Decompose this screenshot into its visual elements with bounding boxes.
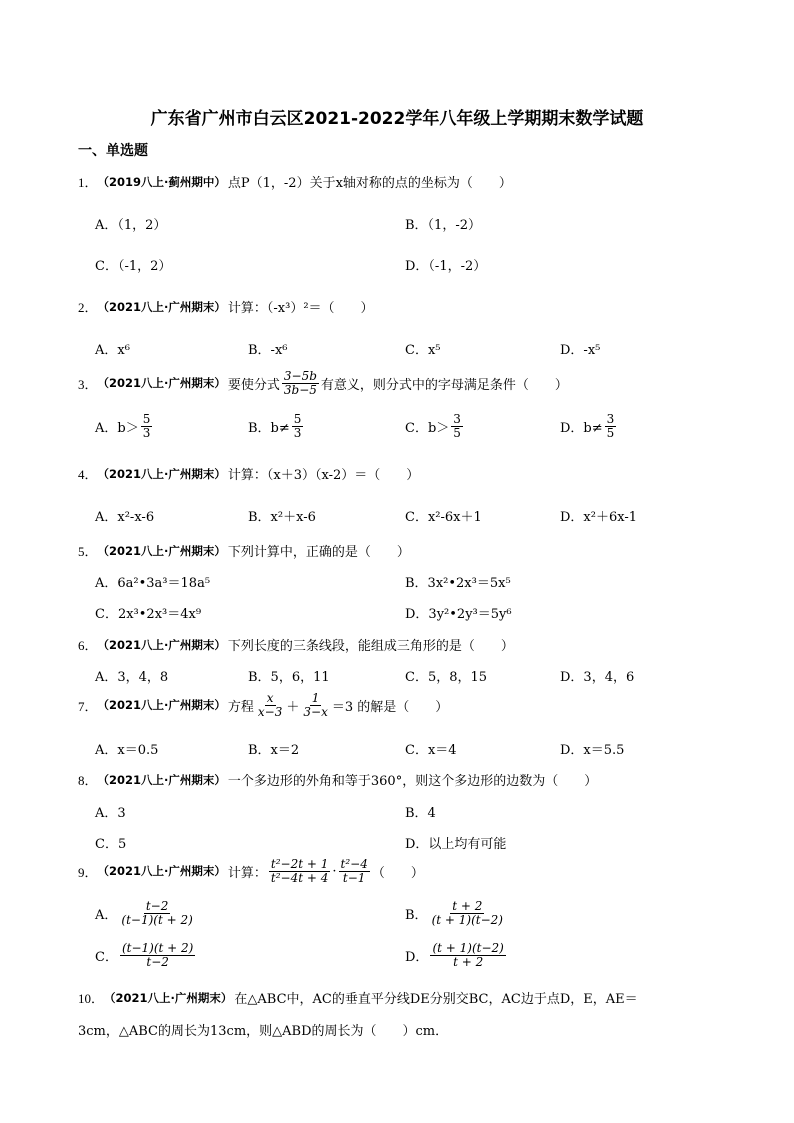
fraction [119, 900, 194, 926]
dot-operator: · [332, 863, 337, 879]
option-a: A．3，4，8 [95, 670, 169, 685]
option-b: B．x＝2 [248, 743, 300, 758]
fraction-denominator: (t−1)(t + 2) [121, 912, 193, 927]
fraction [605, 413, 617, 439]
option-d: D．3y²•2y³＝5y⁶ [405, 607, 512, 622]
question-text: 在△ABC中，AC的垂直平分线DE分别交BC，AC边于点D，E，AE＝ [234, 992, 638, 1007]
plus-sign: ＋ [286, 699, 300, 715]
question-text: 点P（1，-2）关于x轴对称的点的坐标为（ ） [227, 176, 512, 191]
question-text-pre: 计算： [227, 865, 267, 881]
fraction-denominator: t−2 [146, 954, 169, 969]
option-c: C．5，8，15 [405, 670, 488, 685]
option-c: C．5 [95, 837, 127, 852]
fraction [430, 900, 505, 926]
option-c: C．x²-6x＋1 [405, 510, 482, 525]
option-b [405, 900, 507, 926]
option-a: A．x＝0.5 [95, 743, 159, 758]
fraction-denominator: 5 [606, 425, 615, 440]
fraction-denominator: x−3 [257, 704, 283, 719]
fraction-denominator: t²−4t + 4 [270, 870, 329, 885]
fraction-numerator: t + 2 [452, 899, 483, 913]
question-8 [78, 770, 597, 789]
option-d: D．-x⁵ [560, 343, 601, 358]
question-source: （2021八上·广州期末） [97, 698, 226, 713]
question-5 [78, 541, 410, 560]
fraction-numerator: x [266, 691, 274, 705]
option-b: B．5，6，11 [248, 670, 330, 685]
fraction [256, 692, 284, 718]
option-a: A．6a²•3a³＝18a⁵ [95, 576, 211, 591]
question-source: （2021八上·广州期末） [97, 772, 226, 787]
question-number: 1． [78, 175, 98, 190]
question-source: （2021八上·广州期末） [97, 864, 226, 879]
question-text-pre: 要使分式 [227, 377, 280, 393]
fraction-denominator: 3 [293, 425, 302, 440]
question-number: 4． [78, 467, 98, 482]
question-10 [78, 988, 638, 1007]
option-d: D．（-1，-2） [405, 259, 487, 274]
question-9 [78, 858, 424, 884]
fraction-denominator: (t + 1)(t−2) [431, 912, 503, 927]
question-number: 2． [78, 300, 98, 315]
option-d [560, 413, 618, 439]
page-title: 广东省广州市白云区2021-2022学年八年级上学期期末数学试题 [150, 109, 644, 129]
option-label: B． [405, 907, 428, 923]
fraction-numerator: 5 [293, 412, 302, 426]
option-c: C．x＝4 [405, 743, 457, 758]
question-text: 一个多边形的外角和等于360°，则这个多边形的边数为（ ） [227, 774, 598, 789]
option-d: D．以上均有可能 [405, 837, 507, 852]
question-4 [78, 464, 419, 483]
question-2 [78, 297, 374, 316]
question-text: 下列计算中，正确的是（ ） [227, 545, 410, 560]
fraction [120, 942, 195, 968]
fraction-numerator: t−2 [145, 899, 169, 913]
fraction-denominator: 3 [142, 425, 151, 440]
fraction-numerator: 5 [142, 412, 151, 426]
option-label: D． [405, 949, 429, 965]
option-b [248, 413, 305, 439]
fraction [292, 413, 304, 439]
question-source: （2021八上·广州期末） [104, 990, 233, 1005]
fraction-numerator: (t + 1)(t−2) [432, 941, 504, 955]
question-number: 6． [78, 638, 98, 653]
option-b: B．（1，-2） [405, 218, 481, 233]
question-source: （2019八上·蓟州期中） [97, 174, 226, 189]
question-number: 3． [78, 376, 98, 392]
fraction-denominator: t−1 [342, 870, 366, 885]
option-label: D．b≠ [560, 420, 603, 436]
question-text: 计算：（x＋3）（x-2）＝（ ） [227, 468, 420, 483]
fraction-numerator: 3 [453, 412, 461, 426]
fraction [451, 413, 463, 439]
option-a: A．3 [95, 806, 126, 821]
option-label: C． [95, 949, 118, 965]
fraction-numerator: 3 [606, 412, 615, 426]
option-a [95, 900, 197, 926]
option-c [405, 413, 465, 439]
fraction-numerator: 3−5b [283, 369, 317, 383]
fraction-denominator: 3−x [303, 704, 328, 719]
question-source: （2021八上·广州期末） [97, 543, 226, 558]
fraction-numerator: (t−1)(t + 2) [121, 941, 194, 955]
question-source: （2021八上·广州期末） [97, 299, 226, 314]
option-b: B．-x⁶ [248, 343, 288, 358]
option-c [95, 942, 197, 968]
fraction [430, 942, 505, 968]
fraction-numerator: t²−2t + 1 [270, 857, 329, 871]
question-text-post: ＝3 的解是（ ） [331, 699, 449, 715]
question-3 [78, 370, 568, 396]
question-text-pre: 方程 [227, 699, 254, 715]
question-text: 计算：（-x³）²＝（ ） [227, 301, 374, 316]
fraction-denominator: t + 2 [453, 954, 484, 969]
option-b: B．4 [405, 806, 436, 821]
option-label: B．b≠ [248, 420, 290, 436]
option-d: D．x＝5.5 [560, 743, 625, 758]
fraction-numerator: 1 [311, 691, 320, 705]
section-heading: 一、单选题 [78, 143, 148, 159]
option-label: A． [95, 907, 118, 923]
question-number: 5． [78, 544, 98, 559]
option-d [405, 942, 508, 968]
fraction [282, 370, 319, 396]
question-number: 7． [78, 698, 98, 714]
question-10-continuation: 3cm，△ABC的周长为13cm，则△ABD的周长为（ ）cm． [78, 1024, 449, 1039]
option-d: D．x²＋6x-1 [560, 510, 638, 525]
question-number: 9． [78, 864, 98, 880]
option-label: C．b＞ [405, 420, 450, 436]
question-number: 8． [78, 773, 98, 788]
question-6 [78, 635, 514, 654]
fraction [141, 413, 153, 439]
fraction-denominator: 3b−5 [283, 382, 317, 397]
question-text: 下列长度的三条线段，能组成三角形的是（ ） [227, 639, 514, 654]
option-c: C．2x³•2x³＝4x⁹ [95, 607, 202, 622]
option-c: C．x⁵ [405, 343, 441, 358]
question-text-post: 有意义，则分式中的字母满足条件（ ） [320, 377, 568, 393]
option-a [95, 413, 154, 439]
option-c: C．（-1，2） [95, 259, 172, 274]
fraction-numerator: t²−4 [340, 857, 368, 871]
question-7 [78, 692, 448, 718]
option-label: A．b＞ [95, 420, 139, 436]
option-a: A．x²-x-6 [95, 510, 155, 525]
fraction [301, 692, 329, 718]
option-a: A．x⁶ [95, 343, 130, 358]
question-source: （2021八上·广州期末） [97, 637, 226, 652]
option-d: D．3，4，6 [560, 670, 635, 685]
option-b: B．x²＋x-6 [248, 510, 316, 525]
option-a: A．（1，2） [95, 218, 167, 233]
question-number: 10． [78, 991, 105, 1006]
fraction-denominator: 5 [453, 425, 461, 440]
question-source: （2021八上·广州期末） [97, 466, 226, 481]
question-source: （2021八上·广州期末） [97, 376, 226, 391]
question-text-post: （ ） [371, 865, 424, 881]
fraction [339, 858, 370, 884]
question-1 [78, 172, 512, 191]
fraction [269, 858, 330, 884]
option-b: B．3x²•2x³＝5x⁵ [405, 576, 511, 591]
